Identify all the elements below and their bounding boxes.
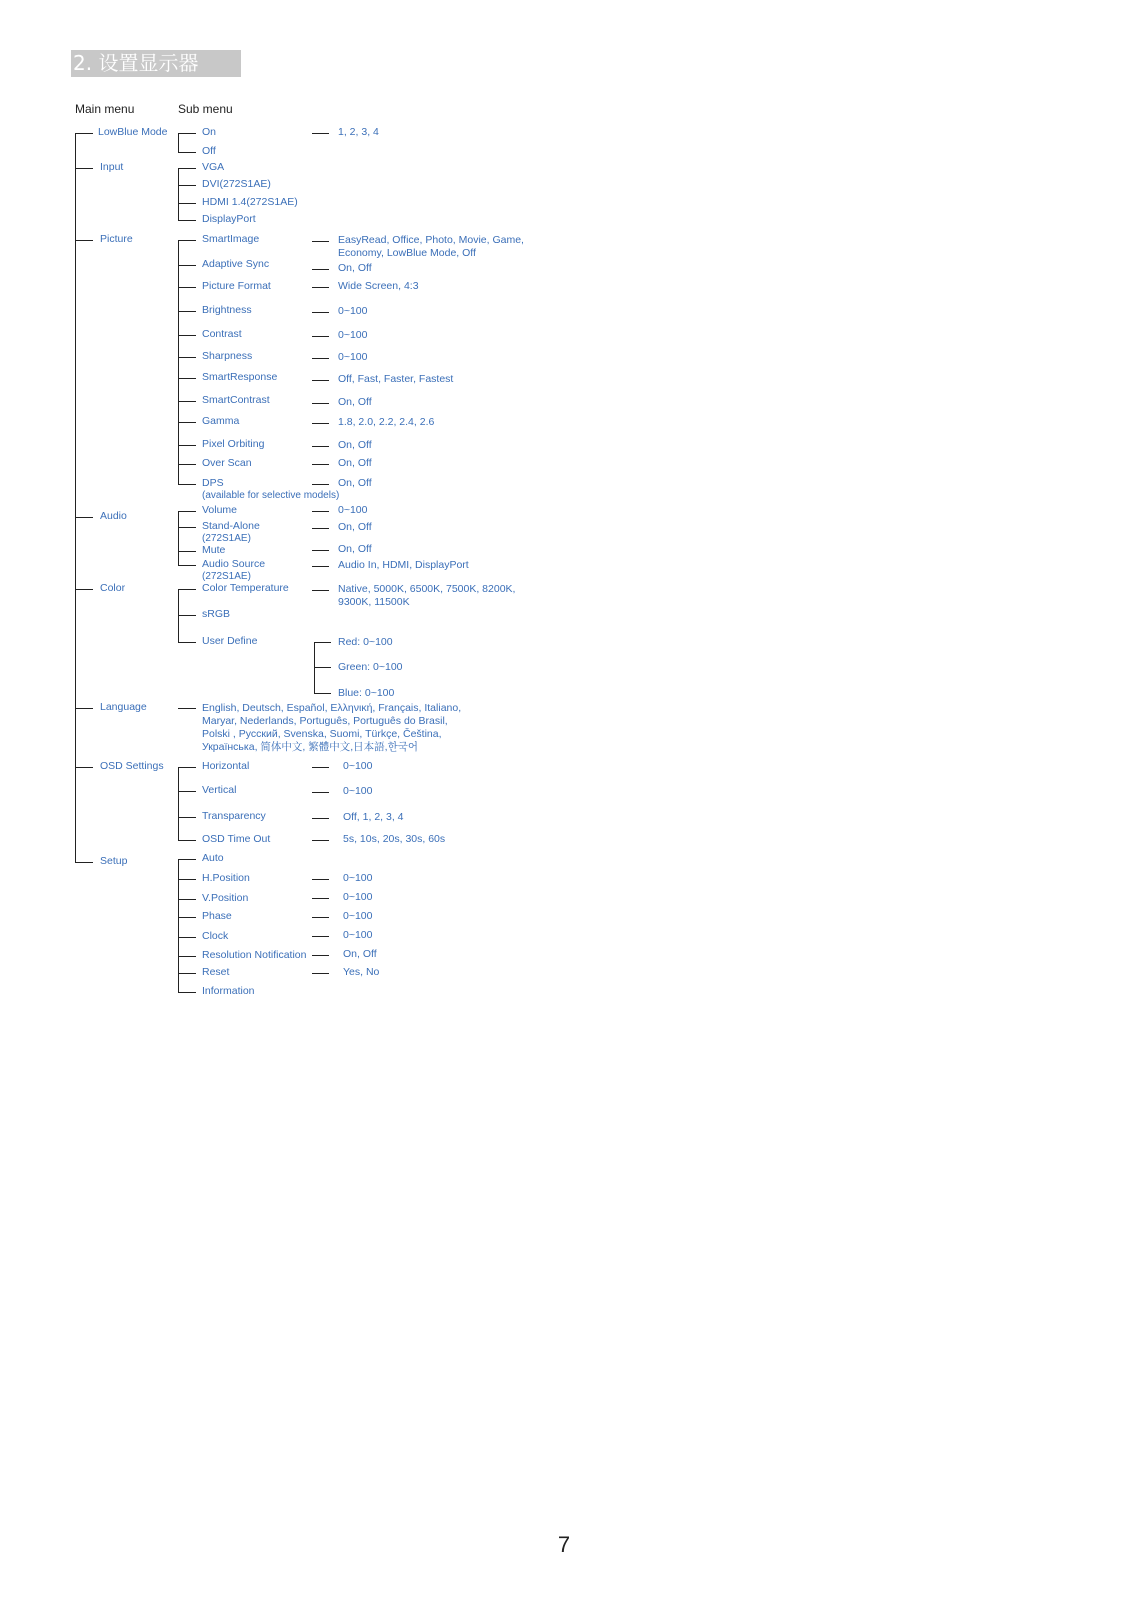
value-connector (312, 423, 329, 424)
sub-menu-item: Off (202, 145, 216, 157)
main-menu-branch (75, 517, 93, 518)
sub-menu-item: sRGB (202, 608, 231, 620)
main-menu-item-color: Color (100, 582, 126, 594)
setting-value: Native, 5000K, 6500K, 7500K, 8200K, 9300K, 11500K (338, 583, 516, 608)
sub-menu-note: (272S1AE) (202, 571, 251, 582)
main-menu-branch (75, 168, 93, 169)
section-title: 2. 设置显示器 (71, 50, 241, 77)
main-menu-branch (75, 708, 93, 709)
sub-menu-branch (178, 565, 196, 566)
sub-menu-note: (available for selective models) (202, 490, 340, 501)
value-connector (312, 511, 329, 512)
user-define-item: Blue: 0~100 (338, 687, 395, 699)
value-connector (312, 879, 329, 880)
setting-value: 0~100 (343, 872, 373, 884)
sub-menu-item: Contrast (202, 328, 242, 340)
setting-value: 0~100 (343, 785, 373, 797)
setting-value: On, Off (338, 439, 372, 451)
setting-value: 5s, 10s, 20s, 30s, 60s (343, 833, 446, 845)
setting-value: Wide Screen, 4:3 (338, 280, 419, 292)
setting-value: 0~100 (343, 910, 373, 922)
value-connector (312, 269, 329, 270)
value-connector (312, 358, 329, 359)
sub-menu-trunk-lowblue (178, 133, 179, 152)
sub-menu-branch (178, 265, 196, 266)
sub-menu-item: HDMI 1.4(272S1AE) (202, 196, 298, 208)
sub-menu-item: Picture Format (202, 280, 271, 292)
sub-menu-item: Stand-Alone (202, 520, 260, 532)
sub-menu-item: SmartResponse (202, 371, 278, 383)
sub-menu-item: Adaptive Sync (202, 258, 270, 270)
value-connector (312, 767, 329, 768)
sub-menu-item: Sharpness (202, 350, 253, 362)
setting-value: On, Off (338, 477, 372, 489)
language-options: English, Deutsch, Español, Ελληνική, Français, Italiano, Maryar, Nederlands, Português, Português do Brasil, Polski , Русский, Svenska, Suomi, Türkçe, Čeština, Українська, 简体中文, 繁體中文,日本語,한국어 (202, 702, 462, 753)
setting-value: EasyRead, Office, Photo, Movie, Game, Economy, LowBlue Mode, Off (338, 234, 524, 259)
sub-menu-item: Clock (202, 930, 229, 942)
value-connector (312, 818, 329, 819)
sub-menu-item: User Define (202, 635, 258, 647)
sub-menu-branch (178, 220, 196, 221)
sub-menu-item: Reset (202, 966, 230, 978)
sub-menu-item: Transparency (202, 810, 266, 822)
value-connector (312, 566, 329, 567)
value-connector (312, 528, 329, 529)
sub-menu-branch (178, 484, 196, 485)
setting-value: Yes, No (343, 966, 380, 978)
value-connector (312, 446, 329, 447)
main-menu-branch (75, 133, 93, 134)
setting-value: Off, Fast, Faster, Fastest (338, 373, 454, 385)
sub-menu-branch (178, 917, 196, 918)
sub-menu-item: On (202, 126, 217, 138)
value-connector (312, 336, 329, 337)
value-connector (312, 464, 329, 465)
sub-menu-branch (178, 708, 196, 709)
sub-menu-branch (178, 615, 196, 616)
sub-menu-branch (178, 956, 196, 957)
sub-menu-heading: Sub menu (178, 102, 233, 116)
user-define-branch (314, 642, 331, 643)
sub-menu-item: SmartImage (202, 233, 260, 245)
sub-menu-branch (178, 527, 196, 528)
sub-menu-item: Pixel Orbiting (202, 438, 265, 450)
sub-menu-item: DVI(272S1AE) (202, 178, 271, 190)
sub-menu-branch (178, 817, 196, 818)
setting-value: On, Off (338, 521, 372, 533)
sub-menu-branch (178, 840, 196, 841)
main-menu-item-input: Input (100, 161, 124, 173)
sub-menu-item: Brightness (202, 304, 252, 316)
setting-value: On, Off (338, 543, 372, 555)
main-menu-branch (75, 240, 93, 241)
sub-menu-branch (178, 357, 196, 358)
sub-menu-item: Audio Source (202, 558, 266, 570)
user-define-branch (314, 667, 331, 668)
sub-menu-branch (178, 992, 196, 993)
setting-value: 0~100 (343, 891, 373, 903)
sub-menu-branch (178, 791, 196, 792)
main-menu-item-audio: Audio (100, 510, 127, 522)
setting-value: 1.8, 2.0, 2.2, 2.4, 2.6 (338, 416, 435, 428)
sub-menu-branch (178, 973, 196, 974)
sub-menu-note: (272S1AE) (202, 533, 251, 544)
sub-menu-item: DisplayPort (202, 213, 256, 225)
sub-menu-item: Gamma (202, 415, 240, 427)
value-connector (312, 484, 329, 485)
sub-menu-branch (178, 879, 196, 880)
sub-menu-item: OSD Time Out (202, 833, 271, 845)
value-connector (312, 792, 329, 793)
setting-value: 0~100 (343, 929, 373, 941)
sub-menu-branch (178, 589, 196, 590)
sub-menu-trunk-picture (178, 240, 179, 484)
sub-menu-item: Vertical (202, 784, 237, 796)
sub-menu-branch (178, 152, 196, 153)
sub-menu-item: DPS (202, 477, 224, 489)
sub-menu-branch (178, 511, 196, 512)
sub-menu-item: Information (202, 985, 255, 997)
main-menu-item-osd: OSD Settings (100, 760, 164, 772)
sub-menu-item: Mute (202, 544, 226, 556)
setting-value: On, Off (343, 948, 377, 960)
sub-menu-trunk-input (178, 168, 179, 220)
sub-menu-branch (178, 767, 196, 768)
page-number: 7 (557, 1532, 571, 1557)
value-connector (312, 898, 329, 899)
user-define-branch (314, 693, 331, 694)
sub-menu-branch (178, 335, 196, 336)
sub-menu-branch (178, 168, 196, 169)
setting-value: 0~100 (338, 351, 368, 363)
main-menu-item-language: Language (100, 701, 147, 713)
value-connector (312, 590, 329, 591)
sub-menu-item: Resolution Notification (202, 949, 307, 961)
sub-menu-item: Auto (202, 852, 224, 864)
sub-menu-branch (178, 464, 196, 465)
main-menu-item-picture: Picture (100, 233, 133, 245)
main-menu-item-lowblue: LowBlue Mode (98, 126, 168, 138)
value-connector (312, 917, 329, 918)
user-define-item: Green: 0~100 (338, 661, 403, 673)
sub-menu-branch (178, 642, 196, 643)
sub-menu-branch (178, 287, 196, 288)
sub-menu-item: SmartContrast (202, 394, 270, 406)
setting-value: 0~100 (338, 329, 368, 341)
main-menu-branch (75, 862, 93, 863)
main-menu-trunk (75, 133, 76, 862)
setting-value: Off, 1, 2, 3, 4 (343, 811, 404, 823)
value-connector (312, 936, 329, 937)
sub-menu-branch (178, 311, 196, 312)
setting-value: Audio In, HDMI, DisplayPort (338, 559, 469, 571)
value-connector (312, 403, 329, 404)
sub-menu-item: Phase (202, 910, 232, 922)
sub-menu-branch (178, 240, 196, 241)
sub-menu-item: V.Position (202, 892, 249, 904)
sub-menu-branch (178, 401, 196, 402)
main-menu-branch (75, 589, 93, 590)
value-connector (312, 241, 329, 242)
sub-menu-trunk-audio (178, 511, 179, 565)
sub-menu-branch (178, 422, 196, 423)
sub-menu-branch (178, 899, 196, 900)
sub-menu-item: Color Temperature (202, 582, 289, 594)
sub-menu-branch (178, 133, 196, 134)
sub-menu-branch (178, 203, 196, 204)
setting-value: On, Off (338, 262, 372, 274)
sub-menu-branch (178, 859, 196, 860)
sub-menu-item: Volume (202, 504, 238, 516)
sub-menu-item: VGA (202, 161, 225, 173)
value-connector (312, 287, 329, 288)
value-connector (312, 840, 329, 841)
setting-value: 0~100 (338, 504, 368, 516)
setting-value: On, Off (338, 457, 372, 469)
sub-menu-branch (178, 551, 196, 552)
setting-value: 0~100 (338, 305, 368, 317)
main-menu-item-setup: Setup (100, 855, 128, 867)
value-connector (312, 380, 329, 381)
sub-menu-item: Horizontal (202, 760, 250, 772)
value-connector (312, 312, 329, 313)
sub-menu-branch (178, 937, 196, 938)
value-connector (312, 973, 329, 974)
main-menu-branch (75, 767, 93, 768)
value-connector (312, 550, 329, 551)
sub-menu-branch (178, 445, 196, 446)
sub-menu-item: Over Scan (202, 457, 252, 469)
value-connector (312, 955, 329, 956)
sub-menu-trunk-osd (178, 767, 179, 840)
setting-value: On, Off (338, 396, 372, 408)
setting-value: 1, 2, 3, 4 (338, 126, 379, 138)
setting-value: 0~100 (343, 760, 373, 772)
value-connector (312, 133, 329, 134)
user-define-item: Red: 0~100 (338, 636, 393, 648)
sub-menu-item: H.Position (202, 872, 250, 884)
sub-menu-branch (178, 185, 196, 186)
main-menu-heading: Main menu (75, 102, 135, 116)
sub-menu-branch (178, 378, 196, 379)
